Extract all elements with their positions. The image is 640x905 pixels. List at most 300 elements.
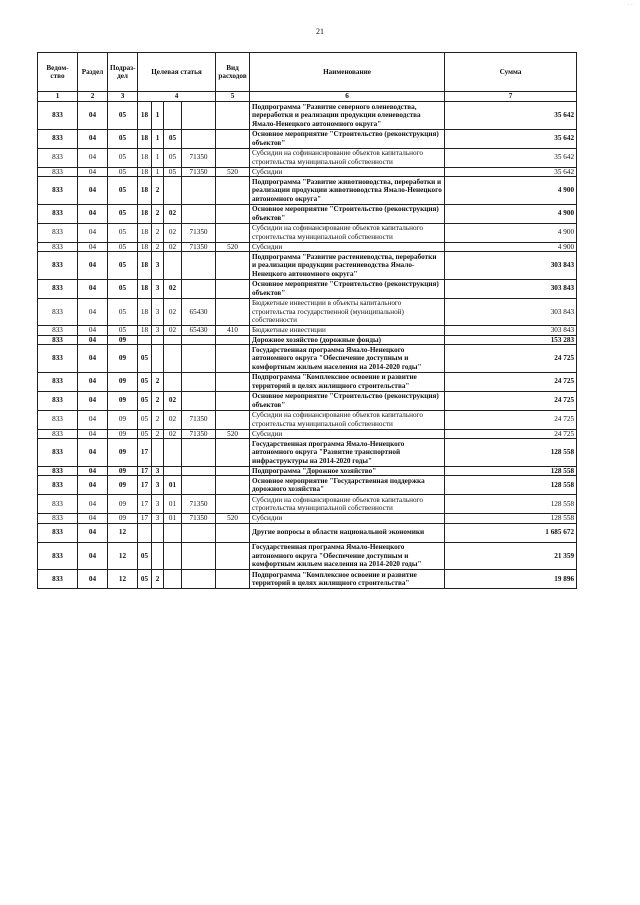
page-number: 21 bbox=[316, 27, 324, 36]
cell-podrazdel: 09 bbox=[108, 410, 138, 429]
cell-subprogram-code: 3 bbox=[152, 466, 164, 476]
cell-direction-code bbox=[182, 177, 216, 205]
cell-razdel: 04 bbox=[78, 514, 108, 524]
cell-naimenovanie: Субсидии на софинансирование объектов капитального строительства муниципальной собственности bbox=[250, 410, 445, 429]
cell-vedomstvo: 833 bbox=[38, 429, 78, 439]
cell-vid-raskhodov bbox=[216, 476, 250, 495]
cell-direction-code: 71350 bbox=[182, 148, 216, 167]
cell-subprogram-code bbox=[152, 439, 164, 467]
cell-direction-code: 71350 bbox=[182, 223, 216, 242]
table-row bbox=[38, 439, 577, 467]
cell-vedomstvo: 833 bbox=[38, 570, 78, 589]
cell-activity-code: 02 bbox=[164, 279, 182, 298]
cell-activity-code: 02 bbox=[164, 410, 182, 429]
cell-podrazdel: 09 bbox=[108, 345, 138, 373]
cell-summa: 24 725 bbox=[445, 372, 577, 391]
cell-podrazdel: 05 bbox=[108, 204, 138, 223]
cell-vedomstvo: 833 bbox=[38, 326, 78, 336]
table-row bbox=[38, 523, 577, 542]
table-row bbox=[38, 148, 577, 167]
cell-program-code: 18 bbox=[138, 102, 152, 130]
cell-vid-raskhodov bbox=[216, 279, 250, 298]
cell-razdel: 04 bbox=[78, 523, 108, 542]
cell-program-code: 18 bbox=[138, 252, 152, 280]
cell-vedomstvo: 833 bbox=[38, 476, 78, 495]
cell-program-code: 05 bbox=[138, 429, 152, 439]
cell-summa: 24 725 bbox=[445, 345, 577, 373]
cell-summa: 4 900 bbox=[445, 242, 577, 252]
cell-vedomstvo: 833 bbox=[38, 335, 78, 345]
cell-subprogram-code: 2 bbox=[152, 223, 164, 242]
header-podrazdel: Подраз-дел bbox=[108, 53, 138, 92]
cell-activity-code bbox=[164, 177, 182, 205]
cell-razdel: 04 bbox=[78, 279, 108, 298]
cell-naimenovanie: Субсидии bbox=[250, 514, 445, 524]
cell-summa: 35 642 bbox=[445, 102, 577, 130]
cell-naimenovanie: Подпрограмма "Дорожное хозяйство" bbox=[250, 466, 445, 476]
cell-direction-code bbox=[182, 204, 216, 223]
cell-naimenovanie: Государственная программа Ямало-Ненецкого автономного округа "Обеспечение доступным и комфортным жильем населения на 2014-2020 годы" bbox=[250, 345, 445, 373]
cell-program-code: 17 bbox=[138, 466, 152, 476]
cell-activity-code: 02 bbox=[164, 429, 182, 439]
cell-activity-code bbox=[164, 542, 182, 570]
cell-razdel: 04 bbox=[78, 223, 108, 242]
cell-razdel: 04 bbox=[78, 495, 108, 514]
table-row bbox=[38, 326, 577, 336]
cell-naimenovanie: Дорожное хозяйство (дорожные фонды) bbox=[250, 335, 445, 345]
cell-subprogram-code: 2 bbox=[152, 177, 164, 205]
cell-podrazdel: 05 bbox=[108, 129, 138, 148]
cell-vid-raskhodov: 520 bbox=[216, 167, 250, 177]
cell-naimenovanie: Бюджетные инвестиции bbox=[250, 326, 445, 336]
cell-activity-code: 02 bbox=[164, 204, 182, 223]
cell-subprogram-code bbox=[152, 345, 164, 373]
cell-subprogram-code: 2 bbox=[152, 410, 164, 429]
cell-direction-code bbox=[182, 102, 216, 130]
cell-naimenovanie: Субсидии на софинансирование объектов капитального строительства муниципальной собственности bbox=[250, 495, 445, 514]
cell-subprogram-code: 3 bbox=[152, 252, 164, 280]
cell-summa: 35 642 bbox=[445, 148, 577, 167]
cell-vid-raskhodov bbox=[216, 439, 250, 467]
cell-direction-code: 71350 bbox=[182, 167, 216, 177]
cell-program-code: 18 bbox=[138, 177, 152, 205]
cell-program-code: 18 bbox=[138, 148, 152, 167]
table-row bbox=[38, 391, 577, 410]
cell-vedomstvo: 833 bbox=[38, 102, 78, 130]
cell-summa: 24 725 bbox=[445, 391, 577, 410]
cell-vedomstvo: 833 bbox=[38, 542, 78, 570]
cell-razdel: 04 bbox=[78, 102, 108, 130]
cell-direction-code: 71350 bbox=[182, 514, 216, 524]
cell-razdel: 04 bbox=[78, 148, 108, 167]
table-row bbox=[38, 204, 577, 223]
cell-naimenovanie: Подпрограмма "Развитие растениеводства, переработки и реализации продукции растениеводства Ямало-Ненецкого автономного округа" bbox=[250, 252, 445, 280]
cell-subprogram-code bbox=[152, 335, 164, 345]
cell-razdel: 04 bbox=[78, 466, 108, 476]
cell-podrazdel: 05 bbox=[108, 252, 138, 280]
cell-subprogram-code: 2 bbox=[152, 391, 164, 410]
cell-activity-code bbox=[164, 523, 182, 542]
cell-naimenovanie: Субсидии bbox=[250, 242, 445, 252]
cell-program-code: 17 bbox=[138, 495, 152, 514]
cell-podrazdel: 09 bbox=[108, 466, 138, 476]
table-row bbox=[38, 279, 577, 298]
cell-activity-code: 02 bbox=[164, 242, 182, 252]
cell-subprogram-code: 3 bbox=[152, 326, 164, 336]
cell-activity-code: 01 bbox=[164, 514, 182, 524]
table-row bbox=[38, 129, 577, 148]
cell-naimenovanie: Основное мероприятие "Строительство (реконструкция) объектов" bbox=[250, 129, 445, 148]
cell-razdel: 04 bbox=[78, 167, 108, 177]
cell-vedomstvo: 833 bbox=[38, 345, 78, 373]
cell-naimenovanie: Государственная программа Ямало-Ненецкого автономного округа "Обеспечение доступным и комфортным жильем населения на 2014-2020 годы" bbox=[250, 542, 445, 570]
table-row bbox=[38, 177, 577, 205]
cell-summa: 128 558 bbox=[445, 439, 577, 467]
cell-razdel: 04 bbox=[78, 391, 108, 410]
cell-vedomstvo: 833 bbox=[38, 514, 78, 524]
cell-naimenovanie: Другие вопросы в области национальной экономики bbox=[250, 523, 445, 542]
cell-razdel: 04 bbox=[78, 242, 108, 252]
cell-activity-code: 05 bbox=[164, 129, 182, 148]
cell-direction-code bbox=[182, 345, 216, 373]
cell-podrazdel: 09 bbox=[108, 335, 138, 345]
table-row bbox=[38, 252, 577, 280]
cell-razdel: 04 bbox=[78, 345, 108, 373]
cell-direction-code bbox=[182, 570, 216, 589]
cell-vedomstvo: 833 bbox=[38, 279, 78, 298]
cell-vid-raskhodov bbox=[216, 335, 250, 345]
cell-razdel: 04 bbox=[78, 542, 108, 570]
cell-program-code: 17 bbox=[138, 514, 152, 524]
cell-subprogram-code: 2 bbox=[152, 204, 164, 223]
cell-summa: 303 843 bbox=[445, 298, 577, 326]
cell-subprogram-code: 1 bbox=[152, 167, 164, 177]
column-number: 7 bbox=[445, 92, 577, 102]
cell-direction-code bbox=[182, 476, 216, 495]
cell-vedomstvo: 833 bbox=[38, 523, 78, 542]
cell-program-code: 05 bbox=[138, 410, 152, 429]
cell-program-code: 18 bbox=[138, 326, 152, 336]
column-number: 2 bbox=[78, 92, 108, 102]
cell-vid-raskhodov: 520 bbox=[216, 429, 250, 439]
cell-razdel: 04 bbox=[78, 372, 108, 391]
cell-vedomstvo: 833 bbox=[38, 466, 78, 476]
cell-summa: 24 725 bbox=[445, 429, 577, 439]
table-row bbox=[38, 542, 577, 570]
cell-direction-code bbox=[182, 542, 216, 570]
table-row bbox=[38, 495, 577, 514]
cell-program-code: 18 bbox=[138, 279, 152, 298]
cell-direction-code: 65430 bbox=[182, 326, 216, 336]
cell-razdel: 04 bbox=[78, 439, 108, 467]
cell-naimenovanie: Подпрограмма "Комплексное освоение и развитие территорий в целях жилищного строительства" bbox=[250, 372, 445, 391]
cell-subprogram-code: 2 bbox=[152, 429, 164, 439]
cell-podrazdel: 05 bbox=[108, 242, 138, 252]
cell-vid-raskhodov bbox=[216, 542, 250, 570]
cell-razdel: 04 bbox=[78, 410, 108, 429]
cell-program-code: 05 bbox=[138, 542, 152, 570]
cell-activity-code bbox=[164, 335, 182, 345]
table-row bbox=[38, 345, 577, 373]
cell-vid-raskhodov: 520 bbox=[216, 514, 250, 524]
cell-direction-code: 71350 bbox=[182, 242, 216, 252]
cell-activity-code bbox=[164, 570, 182, 589]
cell-razdel: 04 bbox=[78, 335, 108, 345]
cell-vedomstvo: 833 bbox=[38, 495, 78, 514]
budget-table bbox=[37, 52, 577, 589]
table-row bbox=[38, 476, 577, 495]
cell-summa: 128 558 bbox=[445, 466, 577, 476]
table-row bbox=[38, 410, 577, 429]
cell-razdel: 04 bbox=[78, 129, 108, 148]
cell-vid-raskhodov bbox=[216, 372, 250, 391]
cell-program-code: 18 bbox=[138, 242, 152, 252]
cell-direction-code bbox=[182, 466, 216, 476]
column-number: 4 bbox=[138, 92, 216, 102]
cell-podrazdel: 09 bbox=[108, 439, 138, 467]
cell-vedomstvo: 833 bbox=[38, 252, 78, 280]
cell-razdel: 04 bbox=[78, 252, 108, 280]
cell-podrazdel: 09 bbox=[108, 514, 138, 524]
cell-vid-raskhodov bbox=[216, 177, 250, 205]
cell-razdel: 04 bbox=[78, 326, 108, 336]
cell-podrazdel: 05 bbox=[108, 223, 138, 242]
header-razdel: Раздел bbox=[78, 53, 108, 92]
cell-podrazdel: 09 bbox=[108, 429, 138, 439]
cell-activity-code bbox=[164, 466, 182, 476]
cell-summa: 35 642 bbox=[445, 167, 577, 177]
header-naimenovanie: Наименование bbox=[250, 53, 445, 92]
cell-summa: 128 558 bbox=[445, 495, 577, 514]
table-row bbox=[38, 298, 577, 326]
cell-program-code bbox=[138, 523, 152, 542]
cell-direction-code: 71350 bbox=[182, 410, 216, 429]
cell-naimenovanie: Основное мероприятие "Строительство (реконструкция) объектов" bbox=[250, 279, 445, 298]
cell-summa: 19 896 bbox=[445, 570, 577, 589]
table-row bbox=[38, 335, 577, 345]
cell-naimenovanie: Основное мероприятие "Государственная поддержка дорожного хозяйства" bbox=[250, 476, 445, 495]
cell-summa: 4 900 bbox=[445, 177, 577, 205]
cell-podrazdel: 12 bbox=[108, 523, 138, 542]
cell-naimenovanie: Основное мероприятие "Строительство (реконструкция) объектов" bbox=[250, 391, 445, 410]
cell-naimenovanie: Бюджетные инвестиции в объекты капитального строительства государственной (муниципальной) собственности bbox=[250, 298, 445, 326]
cell-podrazdel: 05 bbox=[108, 326, 138, 336]
cell-vid-raskhodov bbox=[216, 570, 250, 589]
cell-vid-raskhodov bbox=[216, 345, 250, 373]
cell-subprogram-code: 3 bbox=[152, 476, 164, 495]
cell-direction-code bbox=[182, 129, 216, 148]
cell-podrazdel: 05 bbox=[108, 298, 138, 326]
table-row bbox=[38, 102, 577, 130]
header-row bbox=[38, 53, 577, 92]
cell-razdel: 04 bbox=[78, 177, 108, 205]
table-row bbox=[38, 167, 577, 177]
cell-direction-code: 71350 bbox=[182, 495, 216, 514]
cell-activity-code: 02 bbox=[164, 391, 182, 410]
cell-razdel: 04 bbox=[78, 429, 108, 439]
cell-podrazdel: 09 bbox=[108, 372, 138, 391]
cell-vedomstvo: 833 bbox=[38, 242, 78, 252]
cell-podrazdel: 12 bbox=[108, 570, 138, 589]
cell-vid-raskhodov bbox=[216, 204, 250, 223]
cell-vedomstvo: 833 bbox=[38, 223, 78, 242]
cell-activity-code bbox=[164, 372, 182, 391]
cell-program-code: 18 bbox=[138, 223, 152, 242]
table-row bbox=[38, 429, 577, 439]
cell-subprogram-code: 1 bbox=[152, 129, 164, 148]
column-number: 6 bbox=[250, 92, 445, 102]
cell-subprogram-code: 2 bbox=[152, 372, 164, 391]
cell-summa: 128 558 bbox=[445, 476, 577, 495]
cell-program-code: 18 bbox=[138, 129, 152, 148]
cell-subprogram-code: 3 bbox=[152, 495, 164, 514]
cell-vid-raskhodov bbox=[216, 495, 250, 514]
scan-corner-mark: · ·· bbox=[627, 3, 634, 8]
cell-direction-code bbox=[182, 439, 216, 467]
cell-subprogram-code: 2 bbox=[152, 242, 164, 252]
cell-vid-raskhodov bbox=[216, 466, 250, 476]
cell-podrazdel: 09 bbox=[108, 391, 138, 410]
cell-naimenovanie: Основное мероприятие "Строительство (реконструкция) объектов" bbox=[250, 204, 445, 223]
cell-razdel: 04 bbox=[78, 476, 108, 495]
cell-program-code bbox=[138, 335, 152, 345]
table-row bbox=[38, 466, 577, 476]
column-number: 1 bbox=[38, 92, 78, 102]
cell-subprogram-code: 1 bbox=[152, 102, 164, 130]
header-celevaya: Целевая статья bbox=[138, 53, 216, 92]
cell-program-code: 17 bbox=[138, 439, 152, 467]
cell-vedomstvo: 833 bbox=[38, 177, 78, 205]
cell-direction-code bbox=[182, 523, 216, 542]
cell-summa: 35 642 bbox=[445, 129, 577, 148]
cell-direction-code: 65430 bbox=[182, 298, 216, 326]
column-number-row bbox=[38, 92, 577, 102]
cell-summa: 4 900 bbox=[445, 204, 577, 223]
cell-subprogram-code: 3 bbox=[152, 514, 164, 524]
cell-vedomstvo: 833 bbox=[38, 298, 78, 326]
cell-naimenovanie: Государственная программа Ямало-Ненецкого автономного округа "Развитие транспортной инфраструктуры на 2014-2020 годы" bbox=[250, 439, 445, 467]
cell-vedomstvo: 833 bbox=[38, 204, 78, 223]
cell-direction-code bbox=[182, 372, 216, 391]
table-row bbox=[38, 372, 577, 391]
cell-summa: 24 725 bbox=[445, 410, 577, 429]
cell-program-code: 05 bbox=[138, 570, 152, 589]
cell-vedomstvo: 833 bbox=[38, 391, 78, 410]
cell-direction-code bbox=[182, 252, 216, 280]
cell-activity-code: 02 bbox=[164, 223, 182, 242]
cell-vedomstvo: 833 bbox=[38, 410, 78, 429]
cell-summa: 303 843 bbox=[445, 326, 577, 336]
cell-vid-raskhodov bbox=[216, 102, 250, 130]
cell-subprogram-code: 3 bbox=[152, 298, 164, 326]
cell-vid-raskhodov bbox=[216, 148, 250, 167]
cell-activity-code: 02 bbox=[164, 298, 182, 326]
cell-program-code: 05 bbox=[138, 345, 152, 373]
cell-vedomstvo: 833 bbox=[38, 372, 78, 391]
cell-activity-code bbox=[164, 439, 182, 467]
cell-podrazdel: 05 bbox=[108, 167, 138, 177]
cell-naimenovanie: Субсидии на софинансирование объектов капитального строительства муниципальной собственности bbox=[250, 223, 445, 242]
cell-subprogram-code: 3 bbox=[152, 279, 164, 298]
cell-naimenovanie: Субсидии bbox=[250, 167, 445, 177]
cell-naimenovanie: Подпрограмма "Развитие животноводства, переработки и реализации продукции животноводства Ямало-Ненецкого автономного округа" bbox=[250, 177, 445, 205]
cell-vedomstvo: 833 bbox=[38, 148, 78, 167]
cell-direction-code: 71350 bbox=[182, 429, 216, 439]
cell-activity-code bbox=[164, 345, 182, 373]
cell-activity-code bbox=[164, 102, 182, 130]
cell-program-code: 17 bbox=[138, 476, 152, 495]
cell-summa: 128 558 bbox=[445, 514, 577, 524]
cell-podrazdel: 05 bbox=[108, 102, 138, 130]
cell-vid-raskhodov bbox=[216, 298, 250, 326]
cell-subprogram-code bbox=[152, 542, 164, 570]
cell-activity-code: 05 bbox=[164, 167, 182, 177]
cell-summa: 153 283 bbox=[445, 335, 577, 345]
cell-activity-code: 05 bbox=[164, 148, 182, 167]
cell-vid-raskhodov bbox=[216, 391, 250, 410]
cell-podrazdel: 05 bbox=[108, 148, 138, 167]
cell-naimenovanie: Подпрограмма "Развитие северного оленеводства, переработки и реализации продукции оленеводства Ямало-Ненецкого автономного округа" bbox=[250, 102, 445, 130]
cell-razdel: 04 bbox=[78, 298, 108, 326]
cell-direction-code bbox=[182, 391, 216, 410]
cell-program-code: 05 bbox=[138, 372, 152, 391]
cell-razdel: 04 bbox=[78, 570, 108, 589]
cell-vid-raskhodov bbox=[216, 410, 250, 429]
cell-podrazdel: 12 bbox=[108, 542, 138, 570]
cell-naimenovanie: Подпрограмма "Комплексное освоение и развитие территорий в целях жилищного строительства" bbox=[250, 570, 445, 589]
header-vid: Вид расходов bbox=[216, 53, 250, 92]
cell-activity-code: 02 bbox=[164, 326, 182, 336]
cell-podrazdel: 09 bbox=[108, 495, 138, 514]
table-row bbox=[38, 242, 577, 252]
cell-vedomstvo: 833 bbox=[38, 167, 78, 177]
column-number: 3 bbox=[108, 92, 138, 102]
cell-vid-raskhodov: 520 bbox=[216, 242, 250, 252]
header-summa: Сумма bbox=[445, 53, 577, 92]
cell-summa: 21 359 bbox=[445, 542, 577, 570]
column-number: 5 bbox=[216, 92, 250, 102]
cell-podrazdel: 09 bbox=[108, 476, 138, 495]
cell-program-code: 18 bbox=[138, 204, 152, 223]
cell-direction-code bbox=[182, 279, 216, 298]
cell-podrazdel: 05 bbox=[108, 279, 138, 298]
cell-vid-raskhodov bbox=[216, 523, 250, 542]
cell-subprogram-code bbox=[152, 523, 164, 542]
cell-program-code: 05 bbox=[138, 391, 152, 410]
cell-naimenovanie: Субсидии на софинансирование объектов капитального строительства муниципальной собственности bbox=[250, 148, 445, 167]
cell-vid-raskhodov bbox=[216, 252, 250, 280]
cell-vid-raskhodov: 410 bbox=[216, 326, 250, 336]
cell-activity-code bbox=[164, 252, 182, 280]
header-vedomstvo: Ведом-ство bbox=[38, 53, 78, 92]
cell-summa: 303 843 bbox=[445, 252, 577, 280]
table-row bbox=[38, 223, 577, 242]
cell-program-code: 18 bbox=[138, 167, 152, 177]
cell-vid-raskhodov bbox=[216, 223, 250, 242]
cell-naimenovanie: Субсидии bbox=[250, 429, 445, 439]
cell-activity-code: 01 bbox=[164, 476, 182, 495]
cell-vedomstvo: 833 bbox=[38, 439, 78, 467]
cell-summa: 303 843 bbox=[445, 279, 577, 298]
cell-program-code: 18 bbox=[138, 298, 152, 326]
table-row bbox=[38, 514, 577, 524]
cell-vid-raskhodov bbox=[216, 129, 250, 148]
cell-summa: 1 685 672 bbox=[445, 523, 577, 542]
cell-activity-code: 01 bbox=[164, 495, 182, 514]
cell-podrazdel: 05 bbox=[108, 177, 138, 205]
cell-subprogram-code: 2 bbox=[152, 570, 164, 589]
cell-summa: 4 900 bbox=[445, 223, 577, 242]
